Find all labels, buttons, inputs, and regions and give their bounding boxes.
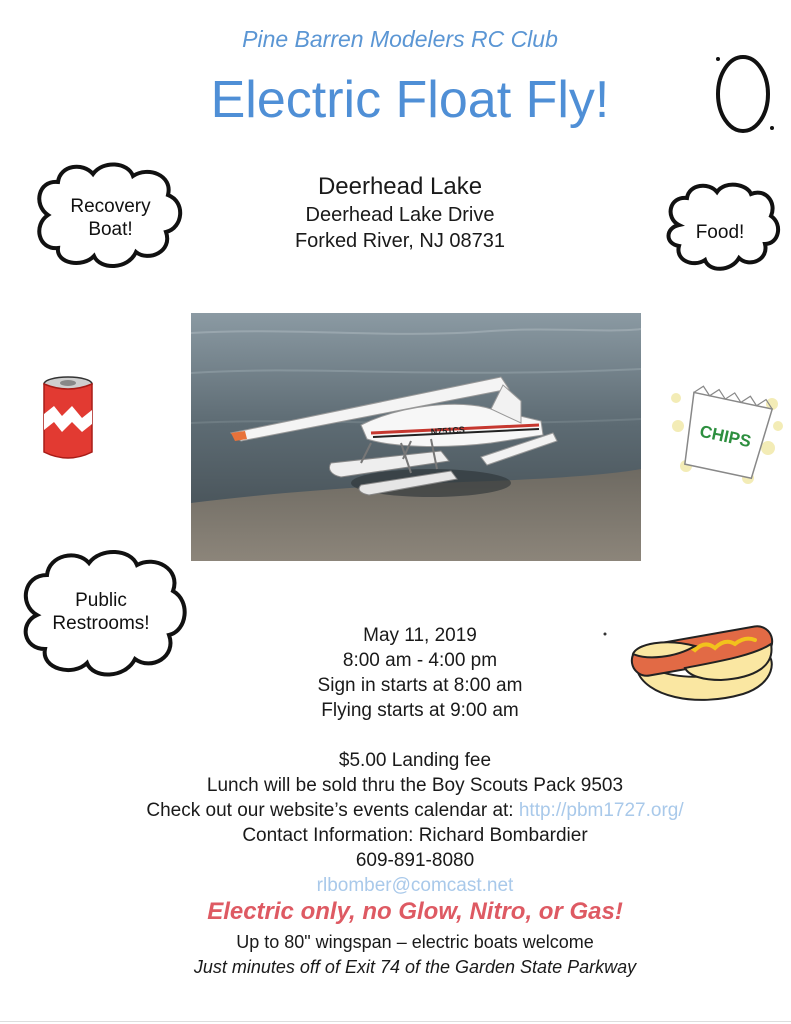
phone-number: 609-891-8080 [355,850,475,871]
fuel-warning: Electric only, no Glow, Nitro, or Gas! [207,898,623,925]
lunch-info: Lunch will be sold thru the Boy Scouts Pack 9503 [206,775,624,796]
bottom-divider [0,1021,791,1022]
food-label: Food! [695,222,745,243]
contact-info: Contact Information: Richard Bombardier [242,825,588,846]
event-details [0,623,791,723]
website-link[interactable]: http://pbm1727.org/ [518,800,684,821]
circle-doodle-icon [710,52,780,137]
event-title: Electric Float Fly! [210,71,610,129]
event-info [0,748,791,898]
flying-time: Flying starts at 9:00 am [321,700,519,721]
soda-can-icon [40,376,100,462]
footer-block [0,930,791,980]
wingspan-note: Up to 80" wingspan – electric boats welcome [236,932,594,952]
street-address: Deerhead Lake Drive [305,204,495,226]
location-block [200,172,600,254]
sign-in-time: Sign in starts at 8:00 am [317,675,523,696]
lake-name: Deerhead Lake [317,173,483,200]
float-plane-photo [191,313,641,561]
email-link[interactable]: rlbomber@comcast.net [316,875,514,896]
restrooms-label: Public Restrooms! [52,590,150,634]
landing-fee: $5.00 Landing fee [338,750,492,771]
club-name: Pine Barren Modelers RC Club [242,26,558,52]
website-line [0,798,791,823]
event-date: May 11, 2019 [363,625,477,646]
event-hours: 8:00 am - 4:00 pm [342,650,498,671]
recovery-boat-label: Recovery Boat! [70,196,151,240]
city-address: Forked River, NJ 08731 [294,230,506,252]
chips-bag-icon [668,386,783,486]
website-prefix: Check out our website’s events calendar at: [146,800,519,821]
chips-label: CHIPS [698,421,753,452]
tail-number: N751CS [430,424,466,437]
directions-note: Just minutes off of Exit 74 of the Garden State Parkway [193,957,637,977]
